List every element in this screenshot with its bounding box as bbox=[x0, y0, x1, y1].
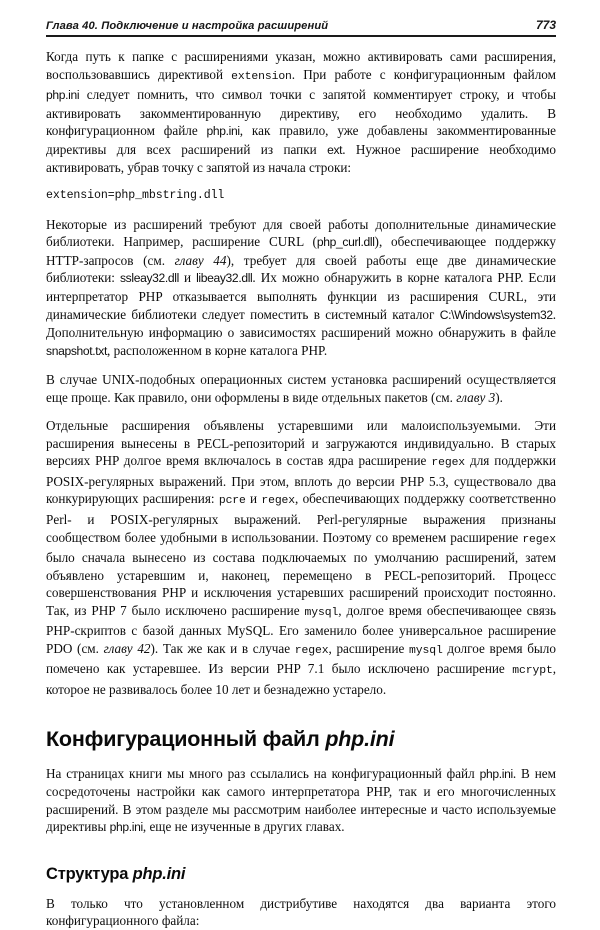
heading-italic-phpini: php.ini bbox=[325, 726, 395, 751]
paragraph-two-variants bbox=[46, 895, 556, 930]
paragraph-deprecated-extensions bbox=[46, 417, 556, 698]
text-run: , расположенном в корне каталога PHP. bbox=[107, 342, 328, 358]
inline-code-mcrypt: mcrypt bbox=[512, 665, 553, 678]
text-run: Когда путь к папке с расширениями указан, можно активировать сами расширения, воспользовавшись директивой bbox=[46, 49, 556, 82]
text-run: следует помнить, что символ точки с запятой комментирует строку, и чтобы активировать закомментированную директиву, его необходимо удалить. В конфигурационном файле bbox=[46, 87, 556, 139]
text-run: В только что установленном дистрибутиве находятся два варианта этого конфигурационного файла: bbox=[46, 895, 556, 929]
paragraph-unix-packages bbox=[46, 371, 556, 406]
cross-reference-chapter-44: главу 44 bbox=[174, 252, 227, 268]
running-head-chapter-title: Глава 40. Подключение и настройка расширений bbox=[46, 20, 329, 32]
page-content bbox=[46, 48, 556, 930]
text-run: . В нем сосредоточены настройки как самого интерпретатора PHP, так и его многочисленных расширений. В этом разделе мы рассмотрим наиболее интересные и часто используемые директивы bbox=[46, 765, 556, 835]
text-run: , еще не изученные в других главах. bbox=[142, 819, 345, 835]
text-run: и bbox=[178, 270, 197, 286]
text-run: На страницах книги мы много раз ссылались на конфигурационный файл bbox=[46, 765, 480, 781]
text-run: Отдельные расширения объявлены устаревшими или малоиспользуемыми. Эти расширения вынесены в PECL-репозиторий и загружаются индивидуально. В старых версиях PHP долгое время включалось в состав ядра расширение bbox=[46, 418, 556, 469]
text-run: . Нужное расширение необходимо активировать, убрав точку с запятой из начала строки: bbox=[46, 141, 556, 176]
paragraph-phpini-intro bbox=[46, 765, 556, 837]
inline-code-regex: regex bbox=[261, 495, 296, 508]
inline-code-mysql: mysql bbox=[304, 606, 339, 619]
text-run: ), требует для своей работы еще две динамические библиотеки: bbox=[46, 252, 556, 286]
text-run: , расширение bbox=[328, 640, 410, 656]
text-run: долгое время было помечено как устаревшее. Из версии PHP 7.1 было исключено расширение bbox=[46, 640, 556, 677]
heading-italic-phpini: php.ini bbox=[132, 864, 186, 883]
heading-text: Конфигурационный файл bbox=[46, 726, 326, 751]
code-block-extension-line: extension=php_mbstring.dll bbox=[46, 188, 225, 202]
running-head bbox=[46, 18, 556, 37]
heading-text: Структура bbox=[46, 864, 133, 883]
inline-code-pcre: pcre bbox=[218, 495, 246, 508]
inline-literal-phpcurl-dll: php_curl.dll bbox=[316, 235, 375, 250]
text-run: ). Так же как и в случае bbox=[150, 640, 295, 656]
text-run: . При работе с конфигурационным файлом bbox=[291, 66, 556, 82]
text-run: В случае UNIX-подобных операционных систем установка расширений осуществляется еще проще. Как правило, они оформлены в виде отдельных пакетов (см. bbox=[46, 372, 556, 405]
text-run: , как правило, уже добавлены закомментированные директивы для всех расширений из папки bbox=[46, 123, 556, 157]
inline-literal-system32-path: C:\Windows\system32 bbox=[439, 307, 553, 322]
inline-code-regex: regex bbox=[522, 533, 556, 546]
text-run: , которое не развивалось более 10 лет и безнадежно устарело. bbox=[46, 661, 556, 697]
inline-literal-phpini: php.ini bbox=[206, 124, 240, 139]
paragraph-curl-dependencies bbox=[46, 216, 556, 360]
inline-code-regex: regex bbox=[431, 457, 466, 470]
text-run: , обеспечивающих поддержку соответственно Perl- и POSIX-регулярных выражений. Perl-регулярные выражения признаны сообществом более удобными в использовании. Поэтому со временем расширение bbox=[46, 491, 557, 545]
inline-literal-phpini: php.ini bbox=[479, 766, 513, 781]
text-run: для поддержки POSIX-регулярных выражений. При этом, вплоть до версии PHP 5.3, существовало два конкурирующих расширения: bbox=[46, 453, 556, 507]
inline-literal-snapshot-txt: snapshot.txt bbox=[46, 343, 108, 358]
inline-code-regex: regex bbox=[294, 644, 329, 657]
inline-literal-phpini: php.ini bbox=[109, 820, 143, 835]
text-run: . Дополнительную информацию о зависимостях расширений можно обнаружить в файле bbox=[46, 306, 556, 341]
section-heading-configuration-file bbox=[46, 726, 556, 752]
text-run: Некоторые из расширений требуют для своей работы дополнительные динамические библиотеки. Например, расширение CURL ( bbox=[46, 216, 556, 250]
inline-code-mysql: mysql bbox=[409, 644, 443, 657]
text-run: , долгое время обеспечивающее связь PHP-скриптов с базой данных MySQL. Его заменило более универсальное расширение PDO (см. bbox=[46, 602, 557, 656]
paragraph-extensions-activation bbox=[46, 48, 556, 177]
inline-code-extension: extension bbox=[231, 70, 292, 83]
inline-literal-libeay32-dll: libeay32.dll bbox=[196, 271, 253, 286]
text-run: ), обеспечивающее поддержку HTTP-запросов (см. bbox=[46, 234, 556, 268]
inline-literal-ext: ext bbox=[327, 142, 343, 157]
cross-reference-chapter-42: главу 42 bbox=[103, 640, 151, 656]
text-run: было сначала вынесено из состава подключаемых по умолчанию расширений, затем объявлено устаревшим и, наконец, перемещено в PECL-репозиторий. Процесс совершенствования PHP и исключения устаревших расширений происходит постоянно. Так, из PHP 7 было исключено расширение bbox=[46, 550, 556, 618]
cross-reference-chapter-3: главу 3 bbox=[456, 389, 496, 405]
text-run: и bbox=[245, 491, 262, 507]
inline-literal-phpini: php.ini bbox=[46, 88, 80, 103]
subsection-heading-phpini-structure bbox=[46, 864, 556, 884]
inline-literal-ssleay32-dll: ssleay32.dll bbox=[119, 271, 179, 286]
text-run: . Их можно обнаружить в корне каталога PHP. Если интерпретатор PHP отказывается выполнять функции из расширения CURL, эти динамические библиотеки следует поместить в системный каталог bbox=[46, 270, 556, 322]
page-number: 773 bbox=[535, 18, 556, 32]
text-run: ). bbox=[495, 389, 503, 405]
